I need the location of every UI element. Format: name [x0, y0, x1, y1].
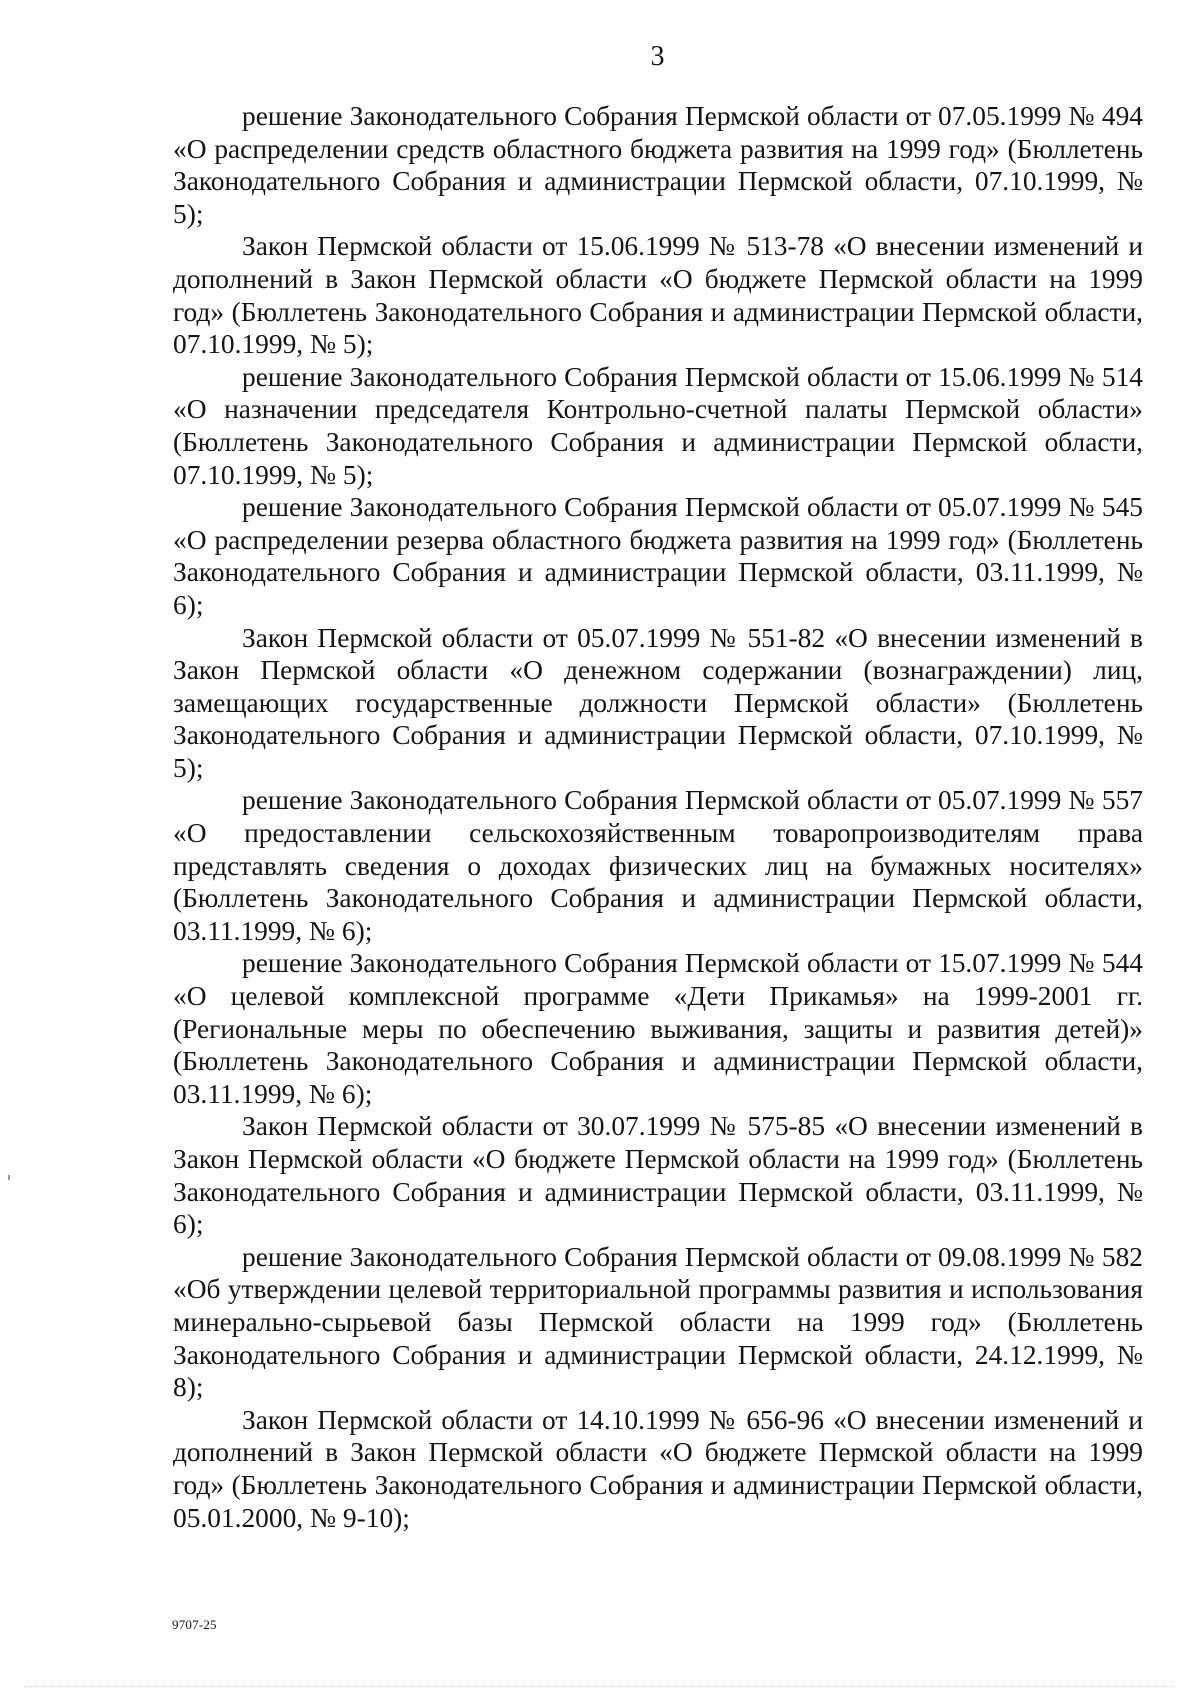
scan-speck: [8, 1175, 10, 1180]
scan-edge-line: [24, 1686, 1174, 1687]
list-item: Закон Пермской области от 05.07.1999 № 551-82 «О внесении изменений в Закон Пермской области «О денежном содержании (вознаграждении) лиц, замещающих государственные должности Пермской области» (Бюллетень Законодательного Собрания и администрации Пермской области, 07.10.1999, № 5);: [173, 622, 1143, 783]
list-item: решение Законодательного Собрания Пермской области от 09.08.1999 № 582 «Об утверждении целевой территориальной программы развития и использования минерально-сырьевой базы Пермской области на 1999 год» (Бюллетень Законодательного Собрания и администрации Пермской области, 24.12.1999, № 8);: [173, 1241, 1143, 1403]
list-item: решение Законодательного Собрания Пермской области от 05.07.1999 № 545 «О распределении резерва областного бюджета развития на 1999 год» (Бюллетень Законодательного Собрания и администрации Пермской области, 03.11.1999, № 6);: [173, 492, 1143, 620]
list-item: Закон Пермской области от 14.10.1999 № 656-96 «О внесении изменений и дополнений в Закон Пермской области «О бюджете Пермской области на 1999 год» (Бюллетень Законодательного Собрания и администрации Пермской области, 05.01.2000, № 9-10);: [173, 1404, 1143, 1533]
document-body: [173, 100, 1143, 1534]
document-code: 9707-25: [172, 1617, 217, 1632]
page-number: 3: [650, 41, 665, 72]
list-item: Закон Пермской области от 15.06.1999 № 513-78 «О внесении изменений и дополнений в Закон Пермской области «О бюджете Пермской области на 1999 год» (Бюллетень Законодательного Собрания и администрации Пермской области, 07.10.1999, № 5);: [173, 231, 1143, 360]
list-item: решение Законодательного Собрания Пермской области от 05.07.1999 № 557 «О предоставлении сельскохозяйственным товаропроизводителям права представлять сведения о доходах физических лиц на бумажных носителях» (Бюллетень Законодательного Собрания и администрации Пермской области, 03.11.1999, № 6);: [173, 785, 1143, 946]
list-item: решение Законодательного Собрания Пермской области от 15.06.1999 № 514 «О назначении председателя Контрольно-счетной палаты Пермской области» (Бюллетень Законодательного Собрания и администрации Пермской области, 07.10.1999, № 5);: [173, 361, 1143, 490]
list-item: решение Законодательного Собрания Пермской области от 15.07.1999 № 544 «О целевой комплексной программе «Дети Прикамья» на 1999-2001 гг. (Региональные меры по обеспечению выживания, защиты и развития детей)» (Бюллетень Законодательного Собрания и администрации Пермской области, 03.11.1999, № 6);: [173, 948, 1143, 1109]
list-item: Закон Пермской области от 30.07.1999 № 575-85 «О внесении изменений в Закон Пермской области «О бюджете Пермской области на 1999 год» (Бюллетень Законодательного Собрания и администрации Пермской области, 03.11.1999, № 6);: [173, 1111, 1143, 1240]
list-item: решение Законодательного Собрания Пермской области от 07.05.1999 № 494 «О распределении средств областного бюджета развития на 1999 год» (Бюллетень Законодательного Собрания и администрации Пермской области, 07.10.1999, № 5);: [173, 101, 1143, 229]
